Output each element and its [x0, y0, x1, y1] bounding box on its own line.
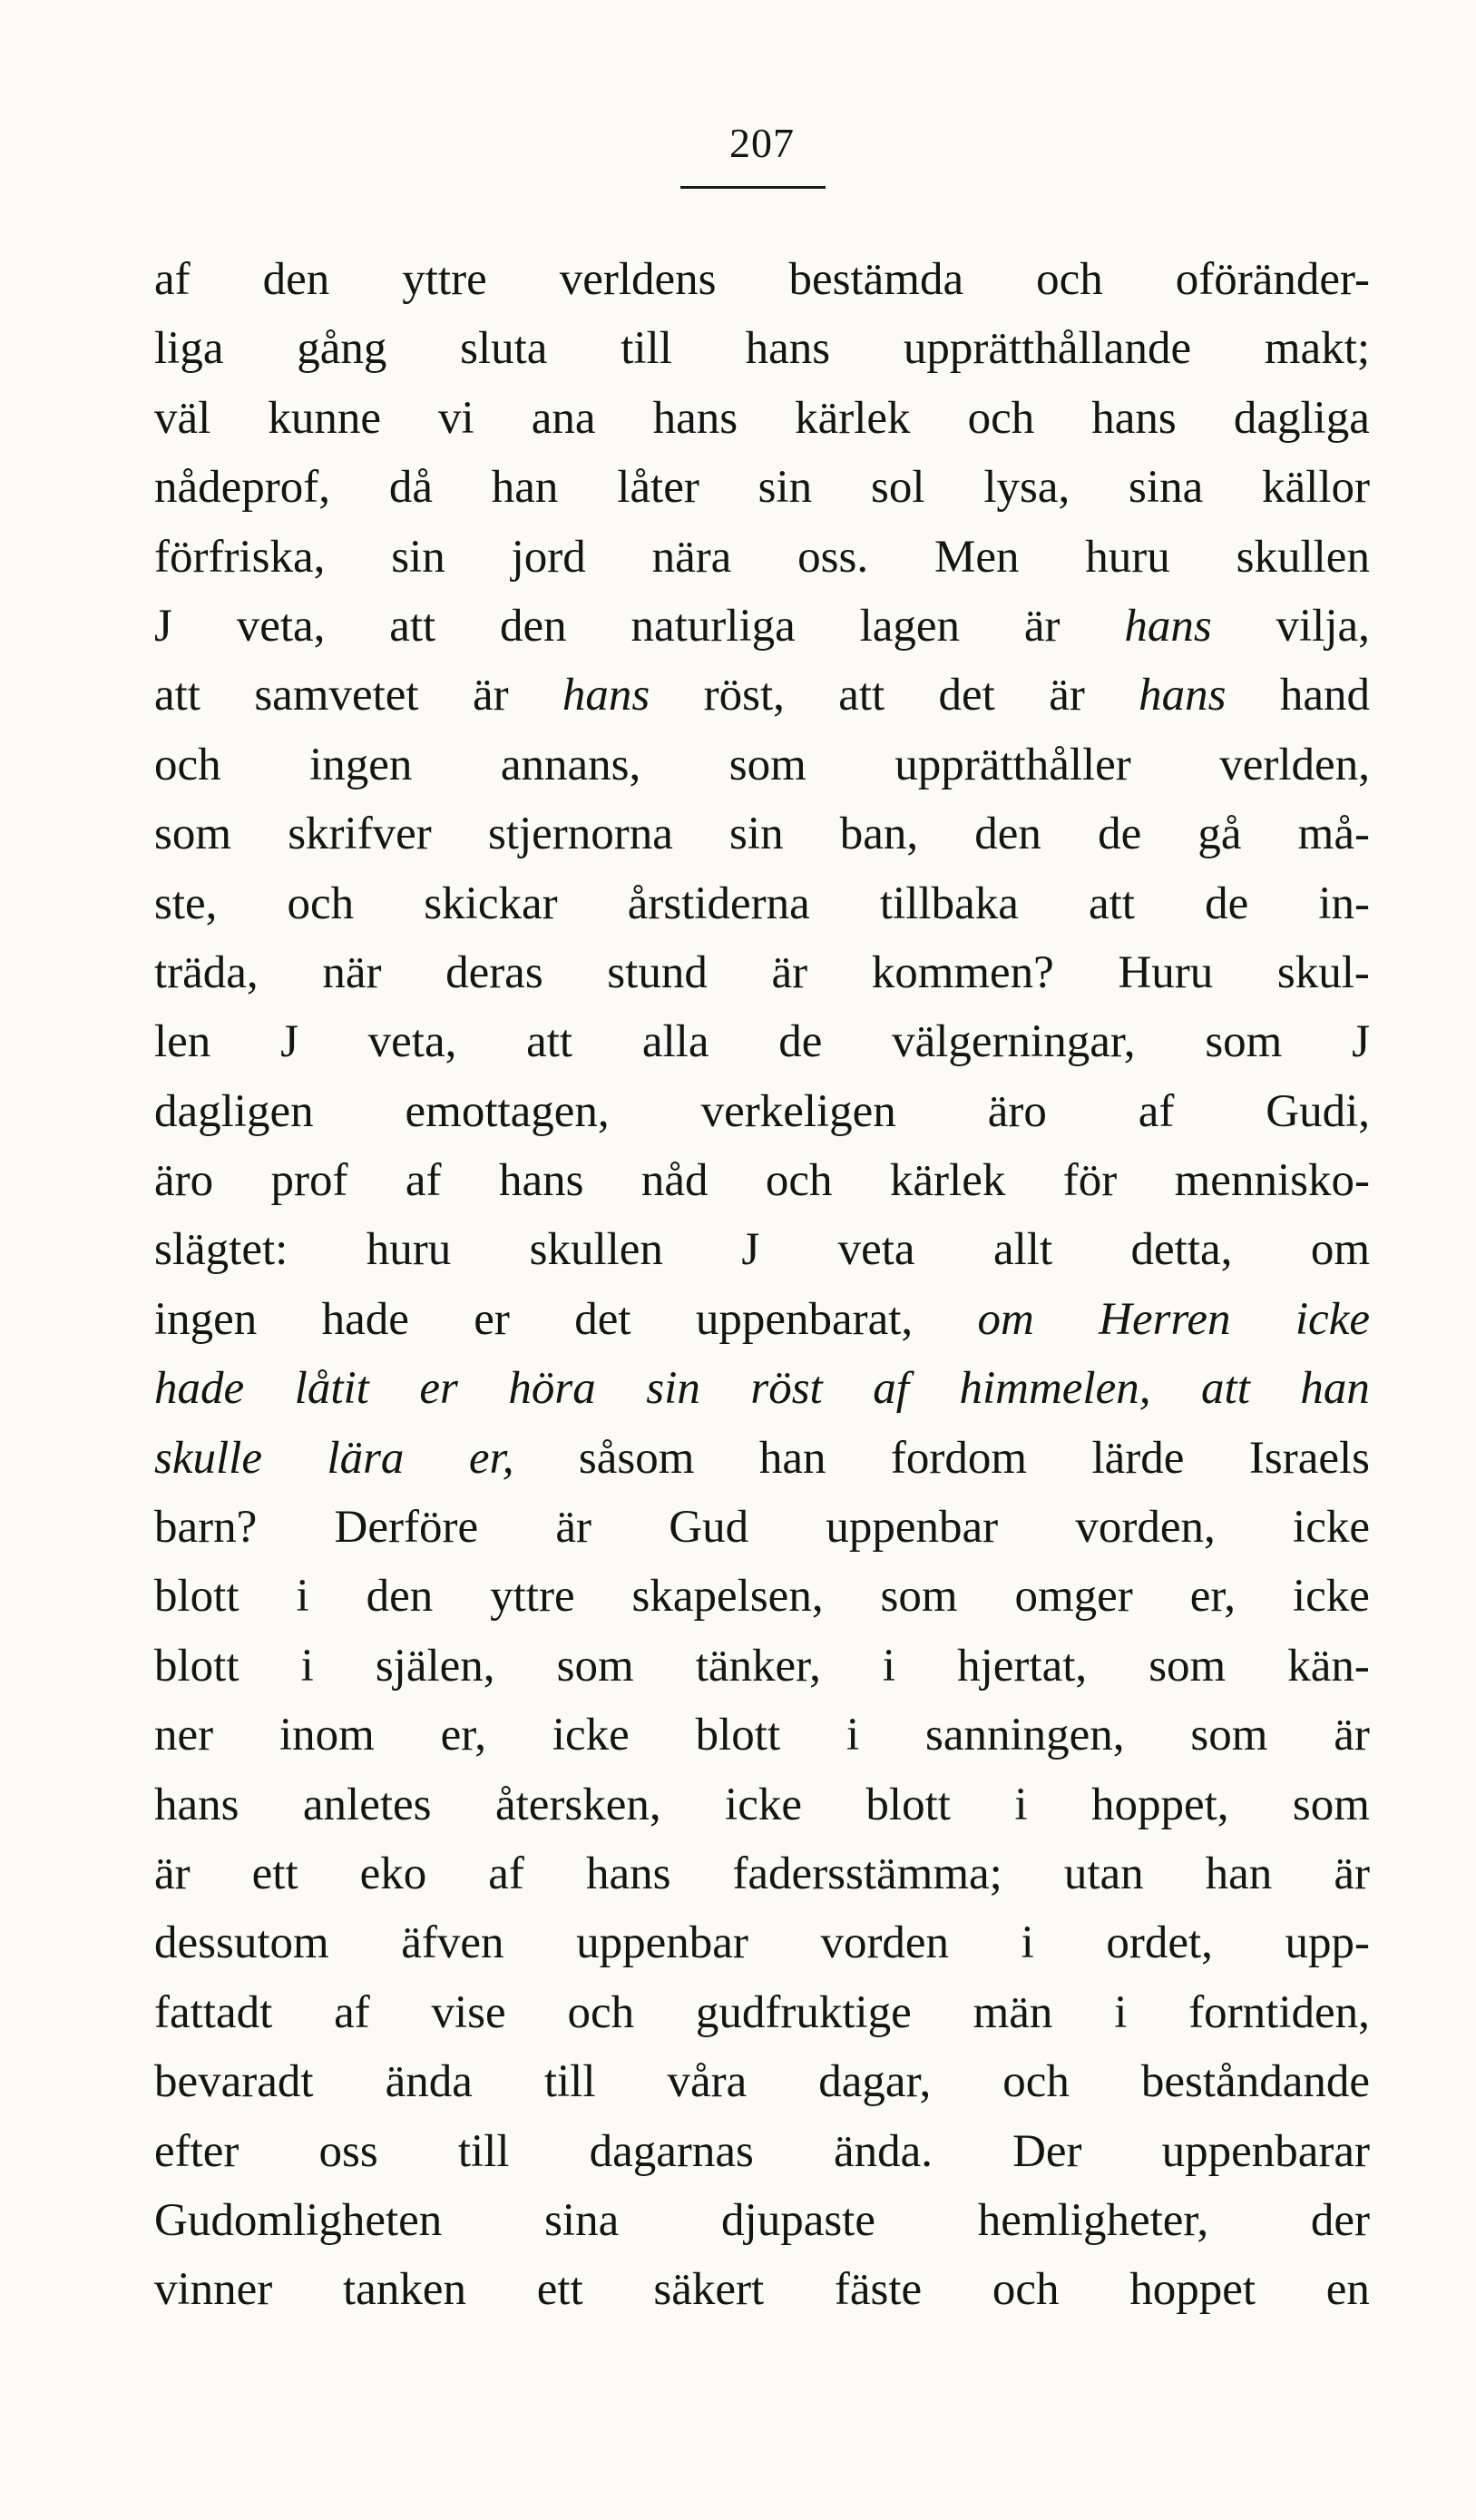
word: våra — [667, 2056, 748, 2108]
word: beståndande — [1140, 2056, 1370, 2108]
word: när — [322, 946, 382, 998]
word: veta — [837, 1224, 915, 1276]
word: och — [287, 878, 355, 929]
word: upprätthållande — [903, 323, 1192, 375]
word: hans — [745, 323, 831, 375]
word: huru — [1085, 531, 1170, 583]
word: der — [1310, 2194, 1370, 2246]
word: lärde — [1091, 1432, 1185, 1484]
word: välgerningar, — [892, 1016, 1136, 1068]
text-line — [154, 661, 1370, 730]
word: män — [973, 1986, 1053, 2038]
word: äfven — [401, 1917, 504, 1969]
word: yttre — [402, 254, 487, 305]
word: i — [1021, 1917, 1034, 1969]
word: i — [1014, 1779, 1028, 1830]
word: han — [1300, 1363, 1370, 1415]
text-line — [154, 245, 1370, 314]
word: er — [474, 1293, 510, 1345]
word: jord — [511, 531, 586, 583]
word: gå — [1197, 809, 1242, 860]
word: att — [526, 1016, 573, 1068]
text-line — [154, 2047, 1370, 2116]
word: Herren — [1099, 1293, 1231, 1345]
word: hans — [585, 1848, 671, 1899]
word: och — [1036, 254, 1103, 305]
word: är — [555, 1502, 591, 1554]
word: hade — [154, 1363, 245, 1415]
word: blott — [695, 1710, 781, 1761]
word: dessutom — [154, 1917, 329, 1969]
word: eko — [359, 1848, 427, 1899]
word: han — [491, 462, 559, 514]
word: blott — [865, 1779, 951, 1830]
word: icke — [1293, 1502, 1370, 1554]
word: han — [1205, 1848, 1273, 1899]
word: stund — [607, 946, 708, 998]
word: låtit — [294, 1363, 369, 1415]
word: Gudi, — [1266, 1085, 1370, 1137]
word: alla — [641, 1016, 709, 1068]
word: tänker, — [695, 1640, 821, 1691]
word: af — [405, 1155, 442, 1207]
word: vise — [431, 1986, 506, 2038]
word: sin — [391, 531, 445, 583]
word: hoppet — [1129, 2264, 1256, 2316]
word: höra — [508, 1363, 596, 1415]
word: dagarnas — [589, 2125, 754, 2177]
text-line — [154, 1701, 1370, 1770]
word: hans — [652, 392, 738, 444]
word: och — [567, 1986, 635, 2038]
word: är — [472, 670, 509, 721]
word: sina — [1129, 462, 1204, 514]
text-line — [154, 1215, 1370, 1284]
word: sin — [729, 809, 784, 860]
word: tanken — [343, 2264, 466, 2316]
word: säkert — [653, 2264, 765, 2316]
word: i — [846, 1710, 860, 1761]
word: hade — [321, 1293, 409, 1345]
word: oföränder- — [1175, 254, 1370, 305]
word: sol — [870, 462, 925, 514]
word: i — [300, 1640, 314, 1691]
text-line — [154, 592, 1370, 661]
word: omger — [1014, 1571, 1133, 1623]
word: annans, — [500, 739, 641, 790]
text-line — [154, 1908, 1370, 1977]
word: må- — [1297, 809, 1370, 860]
word: källor — [1262, 462, 1370, 514]
word: den — [262, 254, 330, 305]
word: efter — [154, 2125, 239, 2177]
word: den — [500, 600, 567, 652]
word: uppenbar — [826, 1502, 999, 1554]
word: himmelen, — [959, 1363, 1151, 1415]
word: utan — [1063, 1848, 1144, 1899]
word: och — [154, 739, 221, 790]
word: som — [1149, 1640, 1227, 1691]
word: skapelsen, — [631, 1571, 824, 1623]
word: skullen — [529, 1224, 663, 1276]
word: sina — [544, 2194, 620, 2246]
word: oss — [318, 2125, 378, 2177]
word: Israels — [1248, 1432, 1370, 1484]
text-line — [154, 1424, 1370, 1493]
word: vorden — [820, 1917, 950, 1969]
word: icke — [1295, 1293, 1370, 1345]
word: ban, — [839, 809, 919, 860]
word: sluta — [460, 323, 548, 375]
word: till — [457, 2125, 510, 2177]
word: hand — [1279, 670, 1370, 721]
word: till — [621, 323, 672, 375]
word: årstiderna — [627, 878, 810, 929]
word: af — [154, 254, 191, 305]
word: tillbaka — [879, 878, 1019, 929]
word: Der — [1012, 2125, 1082, 2177]
word: ana — [531, 392, 596, 444]
word: och — [967, 392, 1035, 444]
word: detta, — [1130, 1224, 1233, 1276]
word: fadersstämma; — [732, 1848, 1002, 1899]
word: som — [1292, 1779, 1370, 1830]
word: naturliga — [630, 600, 796, 652]
word: hans — [1124, 600, 1212, 652]
text-line — [154, 453, 1370, 522]
word: bevaradt — [154, 2056, 314, 2108]
word: fäste — [834, 2264, 923, 2316]
text-line — [154, 1077, 1370, 1146]
text-line — [154, 799, 1370, 868]
word: anletes — [302, 1779, 432, 1830]
text-line — [154, 1978, 1370, 2047]
word: veta, — [236, 600, 326, 652]
text-line — [154, 1770, 1370, 1839]
word: J — [1352, 1016, 1370, 1068]
word: kommen? — [871, 946, 1054, 998]
word: icke — [552, 1710, 630, 1761]
word: lysa, — [983, 462, 1070, 514]
word: hans — [154, 1779, 239, 1830]
word: len — [154, 1016, 211, 1068]
word: att — [154, 670, 200, 721]
word: Gudomligheten — [154, 2194, 443, 2246]
word: barn? — [154, 1502, 258, 1554]
word: nåd — [640, 1155, 709, 1207]
word: af — [873, 1363, 909, 1415]
word: verldens — [559, 254, 717, 305]
word: ner — [154, 1710, 214, 1761]
word: uppenbarat, — [695, 1293, 914, 1345]
word: om — [977, 1293, 1034, 1345]
word: den — [366, 1571, 434, 1623]
word: och — [765, 1155, 833, 1207]
word: den — [974, 809, 1041, 860]
word: är — [1334, 1848, 1370, 1899]
word: mennisko- — [1174, 1155, 1370, 1207]
word: dagligen — [154, 1085, 314, 1137]
word: en — [1325, 2264, 1370, 2316]
text-line — [154, 1007, 1370, 1076]
word: de — [778, 1016, 823, 1068]
word: kunne — [268, 392, 381, 444]
text-line — [154, 1493, 1370, 1562]
word: vi — [438, 392, 474, 444]
word: huru — [366, 1224, 452, 1276]
word: äro — [154, 1155, 214, 1207]
word: att — [1201, 1363, 1250, 1415]
word: väl — [154, 392, 211, 444]
word: kärlek — [889, 1155, 1006, 1207]
word: forntiden, — [1188, 1986, 1370, 2038]
word: kärlek — [795, 392, 911, 444]
page-number: 207 — [729, 120, 795, 166]
text-line — [154, 2117, 1370, 2186]
word: liga — [154, 323, 224, 375]
word: hans — [1091, 392, 1177, 444]
text-line — [154, 1562, 1370, 1631]
text-line — [154, 1354, 1370, 1423]
word: skul- — [1276, 946, 1370, 998]
word: återsken, — [494, 1779, 661, 1830]
word: verkeligen — [700, 1085, 896, 1137]
text-line — [154, 314, 1370, 383]
word: slägtet: — [154, 1224, 288, 1276]
word: kän- — [1287, 1640, 1370, 1691]
word: som — [154, 809, 232, 860]
word: veta, — [367, 1016, 457, 1068]
word: djupaste — [721, 2194, 875, 2246]
word: ingen — [309, 739, 413, 790]
word: J — [280, 1016, 298, 1068]
word: vorden, — [1075, 1502, 1216, 1554]
word: uppenbarar — [1161, 2125, 1370, 2177]
word: är — [1049, 670, 1085, 721]
word: det — [938, 670, 995, 721]
word: vilja, — [1276, 600, 1370, 652]
text-line — [154, 938, 1370, 1007]
word: skulle — [154, 1432, 262, 1484]
word: Gud — [669, 1502, 749, 1554]
word: låter — [617, 462, 699, 514]
word: sin — [646, 1363, 700, 1415]
body-text — [154, 245, 1370, 2325]
text-line — [154, 1285, 1370, 1354]
word: de — [1205, 878, 1249, 929]
word: af — [334, 1986, 370, 2038]
text-line — [154, 731, 1370, 799]
word: som — [1190, 1710, 1268, 1761]
word: för — [1062, 1155, 1118, 1207]
word: hans — [562, 670, 650, 721]
word: som — [880, 1571, 958, 1623]
word: er, — [1189, 1571, 1237, 1623]
word: såsom — [578, 1432, 695, 1484]
word: bestämda — [788, 254, 964, 305]
word: lära — [327, 1432, 405, 1484]
word: allt — [992, 1224, 1053, 1276]
word: träda, — [154, 946, 259, 998]
page-number-rule — [680, 186, 826, 189]
word: att — [1088, 878, 1135, 929]
word: Derföre — [334, 1502, 479, 1554]
word: icke — [725, 1779, 802, 1830]
word: nådeprof, — [154, 462, 330, 514]
word: förfriska, — [154, 531, 326, 583]
word: som — [1205, 1016, 1283, 1068]
word: han — [758, 1432, 826, 1484]
text-line — [154, 869, 1370, 938]
text-line — [154, 1146, 1370, 1215]
word: skickar — [424, 878, 558, 929]
word: röst, — [703, 670, 785, 721]
word: skullen — [1236, 531, 1370, 583]
word: inom — [279, 1710, 375, 1761]
word: icke — [1292, 1571, 1370, 1623]
word: skrifver — [288, 809, 432, 860]
word: är — [154, 1848, 191, 1899]
word: är — [1023, 600, 1061, 652]
word: hjertat, — [957, 1640, 1088, 1691]
word: ända — [385, 2056, 473, 2108]
text-line — [154, 2255, 1370, 2324]
word: äro — [987, 1085, 1047, 1137]
word: hans — [1139, 670, 1227, 721]
word: och — [1002, 2056, 1070, 2108]
text-line — [154, 2186, 1370, 2255]
word: att — [389, 600, 436, 652]
word: yttre — [490, 1571, 575, 1623]
word: prof — [270, 1155, 348, 1207]
word: fattadt — [154, 1986, 273, 2038]
word: blott — [154, 1640, 239, 1691]
word: er — [419, 1363, 458, 1415]
word: oss. — [797, 531, 869, 583]
word: upp- — [1285, 1917, 1370, 1969]
text-line — [154, 1839, 1370, 1908]
word: uppenbar — [576, 1917, 748, 1969]
word: det — [574, 1293, 631, 1345]
word: Men — [933, 531, 1020, 583]
text-line — [154, 523, 1370, 592]
word: ste, — [154, 878, 218, 929]
word: vinner — [154, 2264, 273, 2316]
word: emottagen, — [405, 1085, 610, 1137]
word: lagen — [859, 600, 961, 652]
word: deras — [445, 946, 543, 998]
word: verlden, — [1219, 739, 1370, 790]
word: dagar, — [818, 2056, 932, 2108]
word: i — [882, 1640, 896, 1691]
word: fordom — [890, 1432, 1028, 1484]
word: de — [1098, 809, 1142, 860]
word: hemligheter, — [977, 2194, 1209, 2246]
word: är — [771, 946, 808, 998]
word: ända. — [833, 2125, 933, 2177]
word: ingen — [154, 1293, 258, 1345]
word: blott — [154, 1571, 239, 1623]
word: då — [388, 462, 433, 514]
word: hans — [498, 1155, 584, 1207]
text-line — [154, 1632, 1370, 1701]
word: som — [556, 1640, 634, 1691]
word: ett — [536, 2264, 583, 2316]
word: dagliga — [1233, 392, 1370, 444]
text-line — [154, 384, 1370, 453]
word: själen, — [375, 1640, 495, 1691]
word: i — [1114, 1986, 1128, 2038]
word: att — [838, 670, 885, 721]
word: i — [296, 1571, 309, 1623]
word: af — [488, 1848, 524, 1899]
word: till — [543, 2056, 596, 2108]
word: J — [154, 600, 172, 652]
word: nära — [651, 531, 732, 583]
word: af — [1138, 1085, 1175, 1137]
word: er, — [440, 1710, 486, 1761]
word: som — [728, 739, 806, 790]
word: gudfruktige — [695, 1986, 912, 2038]
word: samvetet — [254, 670, 419, 721]
word: och — [992, 2264, 1060, 2316]
word: röst — [750, 1363, 823, 1415]
word: sanningen, — [925, 1710, 1125, 1761]
word: J — [741, 1224, 760, 1276]
word: gång — [297, 323, 387, 375]
word: hoppet, — [1090, 1779, 1229, 1830]
word: stjernorna — [487, 809, 673, 860]
word: upprätthåller — [894, 739, 1131, 790]
word: er, — [468, 1432, 514, 1484]
word: är — [1334, 1710, 1370, 1761]
word: sin — [758, 462, 813, 514]
word: ett — [251, 1848, 298, 1899]
word: Huru — [1118, 946, 1214, 998]
word: makt; — [1264, 323, 1370, 375]
word: om — [1310, 1224, 1370, 1276]
word: in- — [1318, 878, 1370, 929]
word: ordet, — [1106, 1917, 1213, 1969]
